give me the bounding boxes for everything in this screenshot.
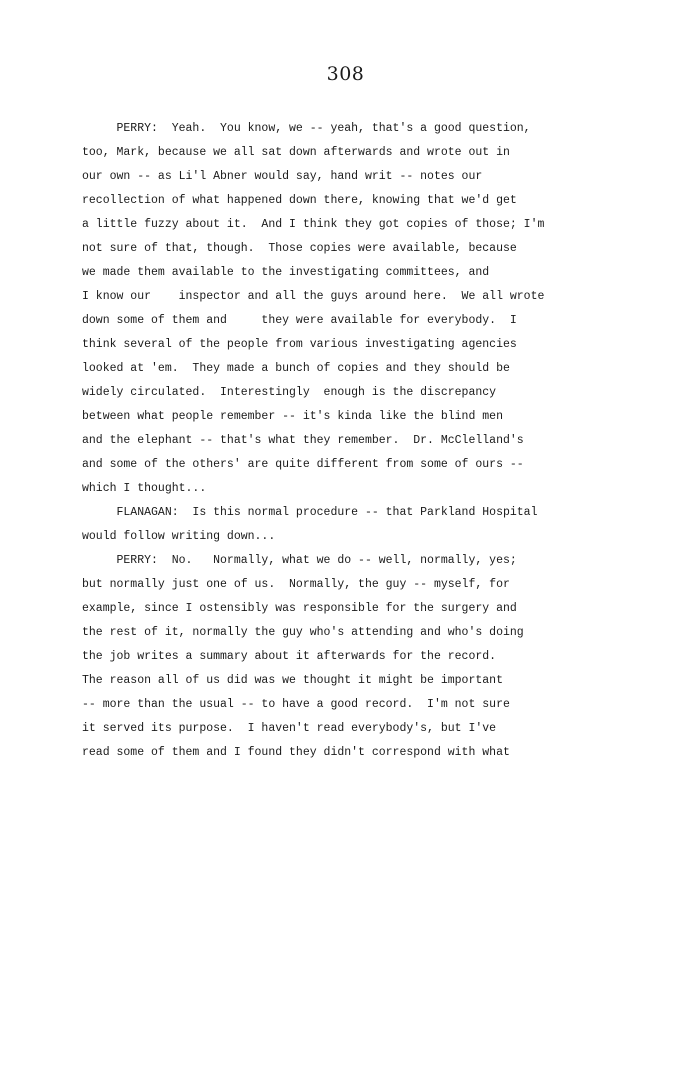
transcript-line: it served its purpose. I haven't read everybody's, but I've [82,722,497,735]
transcript-line: think several of the people from various investigating agencies [82,338,517,351]
transcript-line: -- more than the usual -- to have a good record. I'm not sure [82,698,510,711]
transcript-line: FLANAGAN: Is this normal procedure -- that Parkland Hospital [82,506,538,519]
transcript-line: down some of them and they were available for everybody. I [82,314,517,327]
transcript-line: and the elephant -- that's what they remember. Dr. McClelland's [82,434,524,447]
transcript-line: looked at 'em. They made a bunch of copies and they should be [82,362,510,375]
transcript-line: PERRY: Yeah. You know, we -- yeah, that's a good question, [82,122,531,135]
transcript-line: not sure of that, though. Those copies were available, because [82,242,517,255]
transcript-line: example, since I ostensibly was responsible for the surgery and [82,602,517,615]
transcript-line: would follow writing down... [82,530,276,543]
transcript-line: PERRY: No. Normally, what we do -- well, normally, yes; [82,554,517,567]
transcript-line: the rest of it, normally the guy who's attending and who's doing [82,626,524,639]
transcript-line: recollection of what happened down there, knowing that we'd get [82,194,517,207]
transcript-line: read some of them and I found they didn't correspond with what [82,746,510,759]
transcript-line: our own -- as Li'l Abner would say, hand writ -- notes our [82,170,483,183]
transcript-body [82,117,682,765]
transcript-line: between what people remember -- it's kinda like the blind men [82,410,503,423]
transcript-line: too, Mark, because we all sat down afterwards and wrote out in [82,146,510,159]
transcript-line: which I thought... [82,482,207,495]
transcript-line: and some of the others' are quite different from some of ours -- [82,458,524,471]
transcript-line: a little fuzzy about it. And I think they got copies of those; I'm [82,218,545,231]
transcript-line: we made them available to the investigating committees, and [82,266,490,279]
transcript-line: but normally just one of us. Normally, the guy -- myself, for [82,578,510,591]
transcript-line: The reason all of us did was we thought it might be important [82,674,503,687]
transcript-line: widely circulated. Interestingly enough is the discrepancy [82,386,497,399]
transcript-line: the job writes a summary about it afterwards for the record. [82,650,497,663]
transcript-line: I know our inspector and all the guys around here. We all wrote [82,290,545,303]
page-number: 308 [326,63,365,85]
